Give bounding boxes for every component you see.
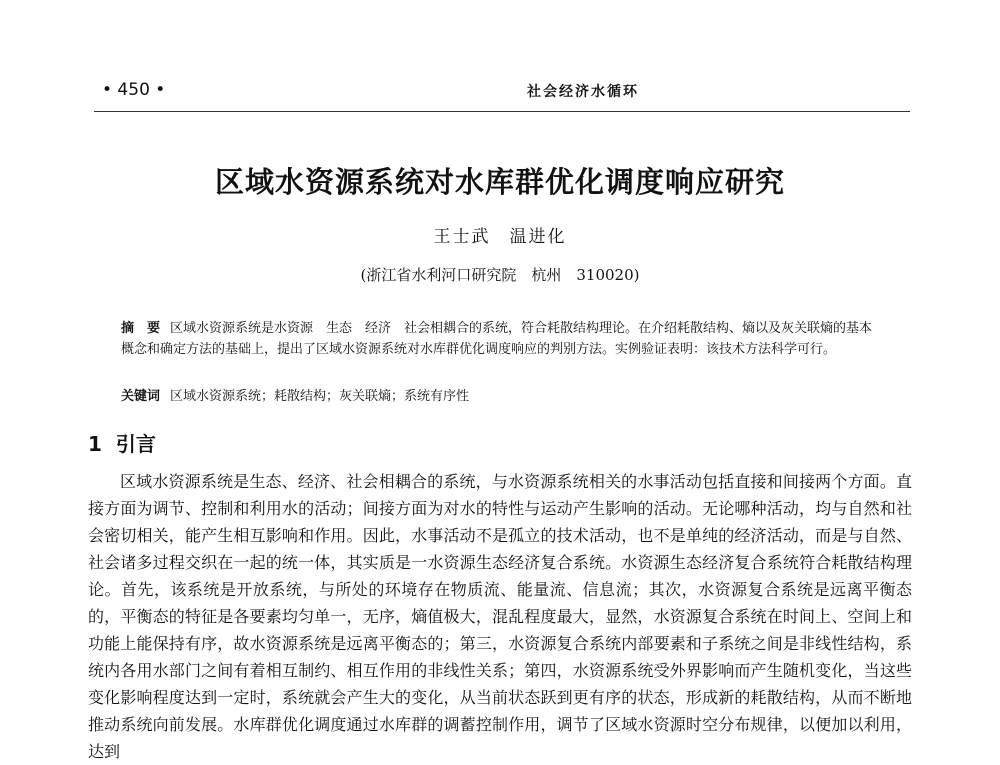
keywords-label: 关键词 bbox=[121, 389, 161, 404]
body-paragraph: 区域水资源系统是生态、经济、社会相耦合的系统，与水资源系统相关的水事活动包括直接和间接两个方面。直接方面为调节、控制和利用水的活动；间接方面为对水的特性与运动产生影响的活动。无论哪种活动，均与自然和社会密切相关，能产生相互影响和作用。因此，水事活动不是孤立的技术活动，也不是单纯的经济活动，而是与自然、社会诸多过程交织在一起的统一体，其实质是一水资源生态经济复合系统。水资源生态经济复合系统符合耗散结构理论。首先，该系统是开放系统，与所处的环境存在物质流、能量流、信息流；其次，水资源复合系统是远离平衡态的，平衡态的特征是各要素均匀单一，无序，熵值极大，混乱程度最大，显然，水资源复合系统在时间上、空间上和功能上能保持有序，故水资源系统是远离平衡态的；第三，水资源复合系统内部要素和子系统之间是非线性结构，系统内各用水部门之间有着相互制约、相互作用的非线性关系；第四，水资源系统受外界影响而产生随机变化，当这些变化影响程度达到一定时，系统就会产生大的变化，从当前状态跃到更有序的状态，形成新的耗散结构，从而不断地推动系统向前发展。水库群优化调度通过水库群的调蓄控制作用，调节了区域水资源时空分布规律，以便加以利用，达到 bbox=[88, 472, 912, 761]
page-number: • 450 • bbox=[102, 80, 166, 100]
keywords-text: 区域水资源系统；耗散结构；灰关联熵；系统有序性 bbox=[170, 389, 470, 404]
authors: 王士武 温进化 bbox=[433, 227, 567, 247]
abstract-text: 区域水资源系统是水资源 生态 经济 社会相耦合的系统，符合耗散结构理论。在介绍耗散结构、熵以及灰关联熵的基本概念和确定方法的基础上，提出了区域水资源系统对水库群优化调度响应的判别方法。实例验证表明：该技术方法科学可行。 bbox=[121, 321, 873, 357]
section-heading bbox=[88, 428, 156, 457]
abstract bbox=[121, 318, 881, 360]
article-title: 区域水资源系统对水库群优化调度响应研究 bbox=[214, 165, 785, 199]
keywords bbox=[121, 386, 881, 407]
section-number: 1 bbox=[88, 432, 102, 456]
affiliation: (浙江省水利河口研究院 杭州 310020) bbox=[360, 266, 640, 284]
header-rule bbox=[94, 111, 910, 112]
section-title: 引言 bbox=[115, 432, 156, 456]
abstract-label: 摘 要 bbox=[121, 321, 161, 336]
page-header bbox=[102, 80, 908, 102]
running-head: 社会经济水循环 bbox=[527, 84, 639, 100]
